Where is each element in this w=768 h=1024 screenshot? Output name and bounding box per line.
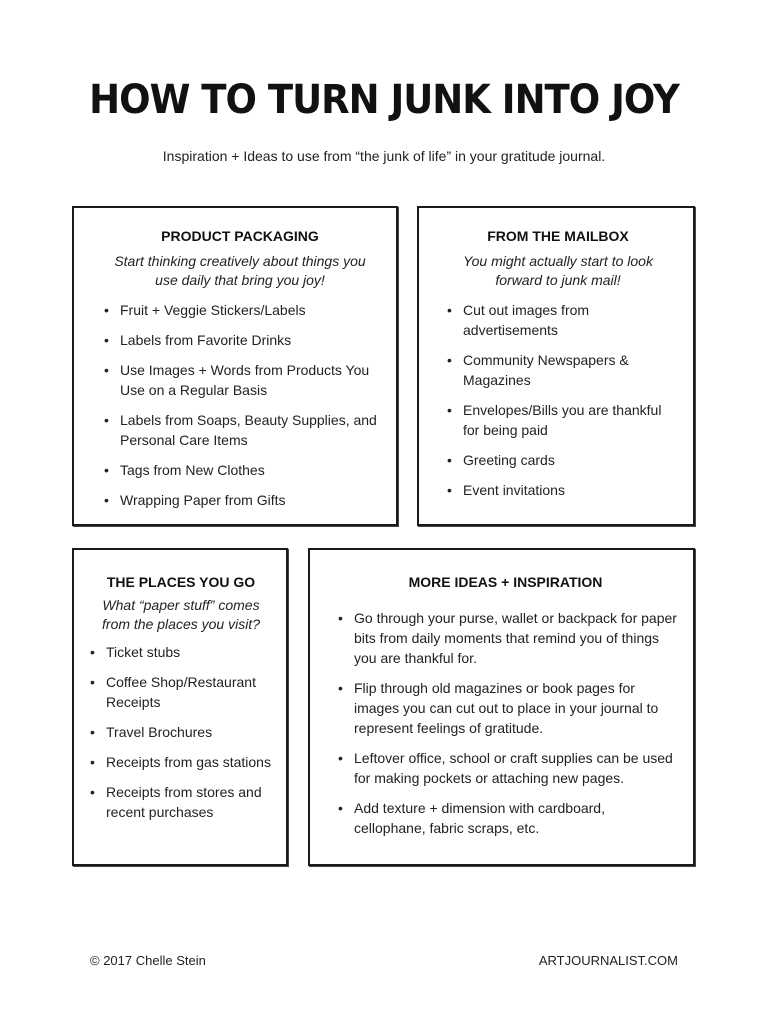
bullet-icon: •: [90, 724, 95, 740]
bullet-icon: •: [104, 362, 109, 378]
list-item: • Flip through old magazines or book pages for images you can cut out to place in your journal to represent feelings of gratitude.: [338, 680, 659, 736]
list-item: • Cut out images from advertisements: [447, 302, 590, 338]
copyright-text: © 2017 Chelle Stein: [90, 953, 206, 968]
list-item: • Go through your purse, wallet or backpack for paper bits from daily moments that remind you of things you are thankful for.: [338, 610, 677, 666]
mailbox-list: [443, 300, 673, 500]
list-item: • Event invitations: [447, 482, 565, 498]
places-intro: What “paper stuff” comes from the places you visit?: [102, 597, 260, 632]
bullet-icon: •: [447, 402, 452, 418]
list-item: • Receipts from stores and recent purchases: [90, 784, 262, 820]
list-item: • Envelopes/Bills you are thankful for being paid: [447, 402, 662, 438]
list-item: • Labels from Soaps, Beauty Supplies, and Personal Care Items: [104, 412, 377, 448]
places-card: [72, 548, 288, 866]
bullet-icon: •: [90, 644, 95, 660]
bullet-icon: •: [104, 332, 109, 348]
places-heading: THE PLACES YOU GO: [106, 574, 256, 590]
more-ideas-heading: MORE IDEAS + INSPIRATION: [408, 574, 603, 590]
bullet-icon: •: [447, 452, 452, 468]
list-item: • Wrapping Paper from Gifts: [104, 492, 286, 508]
list-item: • Community Newspapers & Magazines: [447, 352, 629, 388]
bullet-icon: •: [338, 800, 343, 816]
product-packaging-list: [100, 300, 380, 510]
bullet-icon: •: [338, 750, 343, 766]
product-packaging-card: [72, 206, 398, 526]
list-item: • Fruit + Veggie Stickers/Labels: [104, 302, 306, 318]
list-item: • Leftover office, school or craft supplies can be used for making pockets or attaching new pages.: [338, 750, 673, 786]
list-item: • Travel Brochures: [90, 724, 213, 740]
list-item: • Tags from New Clothes: [104, 462, 265, 478]
bullet-icon: •: [338, 610, 343, 626]
list-item: • Labels from Favorite Drinks: [104, 332, 292, 348]
list-item: • Greeting cards: [447, 452, 555, 468]
list-item: • Use Images + Words from Products You Use on a Regular Basis: [104, 362, 370, 398]
bullet-icon: •: [338, 680, 343, 696]
mailbox-card: [417, 206, 695, 526]
bullet-icon: •: [104, 412, 109, 428]
bullet-icon: •: [104, 492, 109, 508]
bullet-icon: •: [90, 674, 95, 690]
page-title: HOW TO TURN JUNK INTO JOY: [89, 76, 679, 123]
product-packaging-heading: PRODUCT PACKAGING: [161, 228, 319, 244]
list-item: • Add texture + dimension with cardboard, cellophane, fabric scraps, etc.: [338, 800, 605, 836]
bullet-icon: •: [104, 302, 109, 318]
website-link[interactable]: ARTJOURNALIST.COM: [538, 953, 678, 968]
bullet-icon: •: [104, 462, 109, 478]
list-item: • Coffee Shop/Restaurant Receipts: [90, 674, 256, 710]
bullet-icon: •: [447, 352, 452, 368]
bullet-icon: •: [90, 784, 95, 800]
list-item: • Receipts from gas stations: [90, 754, 271, 770]
more-ideas-card: [308, 548, 695, 866]
places-list: [86, 642, 276, 822]
page-subtitle: Inspiration + Ideas to use from “the junk of life” in your gratitude journal.: [162, 148, 606, 164]
more-ideas-list: [334, 608, 677, 838]
mailbox-heading: FROM THE MAILBOX: [487, 228, 629, 244]
bullet-icon: •: [447, 302, 452, 318]
bullet-icon: •: [447, 482, 452, 498]
product-packaging-intro: Start thinking creatively about things you use daily that bring you joy!: [114, 253, 366, 288]
bullet-icon: •: [90, 754, 95, 770]
mailbox-intro: You might actually start to look forward to junk mail!: [463, 253, 653, 288]
list-item: • Ticket stubs: [90, 644, 181, 660]
